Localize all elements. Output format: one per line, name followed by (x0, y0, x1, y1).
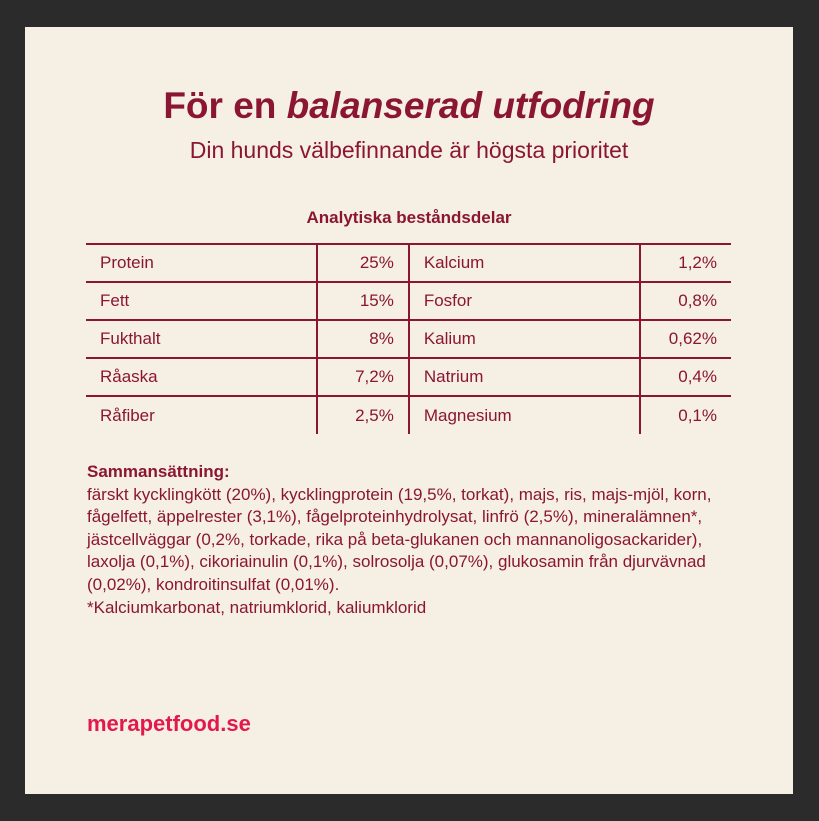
nutrient-name: Råaska (86, 358, 317, 396)
nutrient-value: 7,2% (317, 358, 409, 396)
nutrient-value: 2,5% (317, 396, 409, 434)
nutrient-value: 0,4% (678, 367, 717, 386)
nutrient-name: Protein (86, 244, 317, 282)
table-row (86, 320, 731, 358)
composition-heading: Sammansättning: (87, 462, 230, 481)
nutrient-value: 15% (317, 282, 409, 320)
composition-section (87, 461, 737, 619)
nutrient-value: 8% (317, 320, 409, 358)
nutrient-name: Magnesium (409, 396, 640, 434)
nutrient-name: Kalium (409, 320, 640, 358)
nutrient-name: Fett (86, 282, 317, 320)
analysis-heading: Analytiska beståndsdelar (306, 208, 512, 227)
nutrient-value: 1,2% (678, 253, 717, 272)
analysis-table (86, 243, 731, 434)
table-row (86, 396, 731, 434)
website-link[interactable]: merapetfood.se (87, 711, 251, 736)
nutrient-value: 0,8% (678, 291, 717, 310)
table-row (86, 358, 731, 396)
nutrient-name: Natrium (409, 358, 640, 396)
nutrient-value: 25% (317, 244, 409, 282)
nutrient-name: Kalcium (409, 244, 640, 282)
nutrient-value: 0,62% (668, 329, 717, 348)
title-plain: För en (163, 85, 287, 126)
nutrient-value: 0,1% (678, 405, 717, 425)
page-title (25, 85, 793, 127)
table-row (86, 244, 731, 282)
nutrient-name: Råfiber (86, 396, 317, 434)
product-info-card (25, 27, 793, 794)
nutrient-name: Fukthalt (86, 320, 317, 358)
composition-text: färskt kycklingkött (20%), kycklingprotein (19,5%, torkat), majs, ris, majs-mjöl, korn, fågelfett, äppelrester (3,1%), fågelproteinhydrolysat, linfrö (2,5%), mineralämnen*, jästcellväggar (0,2%, torkade, rika på beta-glukanen och mannanoligosackarider), laxolja (0,1%), cikoriainulin (0,1%), solrosolja (0,07%), glukosamin från djurvävnad (0,02%), kondroitinsulfat (0,01%). (87, 484, 712, 594)
table-row (86, 282, 731, 320)
page-subtitle: Din hunds välbefinnande är högsta prioritet (189, 137, 629, 163)
title-italic: balanserad utfodring (286, 85, 655, 126)
composition-footnote: *Kalciumkarbonat, natriumklorid, kaliumklorid (87, 597, 427, 617)
nutrient-name: Fosfor (409, 282, 640, 320)
